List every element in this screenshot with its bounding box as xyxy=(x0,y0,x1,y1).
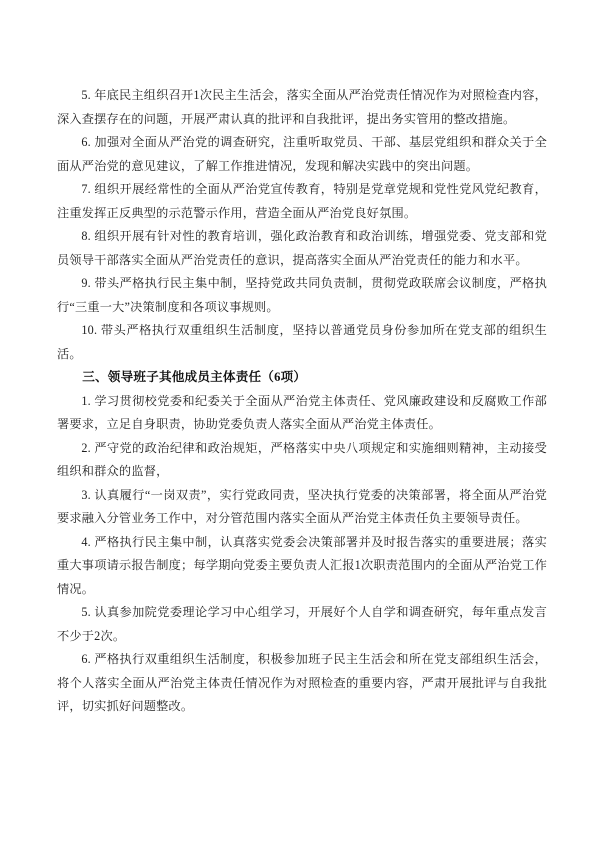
list-item-6: 6. 加强对全面从严治党的调查研究，注重听取党员、干部、基层党组织和群众关于全面从严治党的意见建议，了解工作推进情况，发现和解决实践中的突出问题。 xyxy=(57,135,547,173)
section3-item-2: 2. 严守党的政治纪律和政治规矩，严格落实中央八项规定和实施细则精神，主动接受组织和群众的监督， xyxy=(57,440,547,478)
list-item-7: 7. 组织开展经常性的全面从严治党宣传教育，特别是党章党规和党性党风党纪教育，注重发挥正反典型的示范警示作用，营造全面从严治党良好氛围。 xyxy=(57,182,547,220)
section3-item-6: 6. 严格执行双重组织生活制度，积极参加班子民主生活会和所在党支部组织生活会，将个人落实全面从严治党主体责任情况作为对照检查的重要内容，严肃开展批评与自我批评，切实抓好问题整改。 xyxy=(57,652,547,713)
list-item-5: 5. 年底民主组织召开1次民主生活会，落实全面从严治党责任情况作为对照检查内容，深入查摆存在的问题，开展严肃认真的批评和自我批评，提出务实管用的整改措施。 xyxy=(57,88,547,126)
section3-item-5: 5. 认真参加院党委理论学习中心组学习，开展好个人自学和调查研究，每年重点发言不少于2次。 xyxy=(57,605,547,643)
section3-item-4: 4. 严格执行民主集中制，认真落实党委会决策部署并及时报告落实的重要进展；落实重大事项请示报告制度；每学期向党委主要负责人汇报1次职责范围内的全面从严治党工作情况。 xyxy=(57,534,547,596)
list-item-9: 9. 带头严格执行民主集中制，坚持党政共同负责制，贯彻党政联席会议制度，严格执行“三重一大”决策制度和各项议事规则。 xyxy=(57,276,547,314)
section3-item-1: 1. 学习贯彻校党委和纪委关于全面从严治党主体责任、党风廉政建设和反腐败工作部署要求，立足自身职责，协助党委负责人落实全面从严治党主体责任。 xyxy=(57,393,547,431)
list-item-10: 10. 带头严格执行双重组织生活制度，坚持以普通党员身份参加所在党支部的组织生活。 xyxy=(57,323,547,361)
section-heading: 三、领导班子其他成员主体责任（6项） xyxy=(82,370,307,384)
section3-item-3: 3. 认真履行“一岗双责”，实行党政同责，坚决执行党委的决策部署，将全面从严治党要求融入分管业务工作中，对分管范围内落实全面从严治党主体责任负主要领导责任。 xyxy=(57,487,547,525)
list-item-8: 8. 组织开展有针对性的教育培训，强化政治教育和政治训练，增强党委、党支部和党员领导干部落实全面从严治党责任的意识，提高落实全面从严治党责任的能力和水平。 xyxy=(57,229,547,267)
